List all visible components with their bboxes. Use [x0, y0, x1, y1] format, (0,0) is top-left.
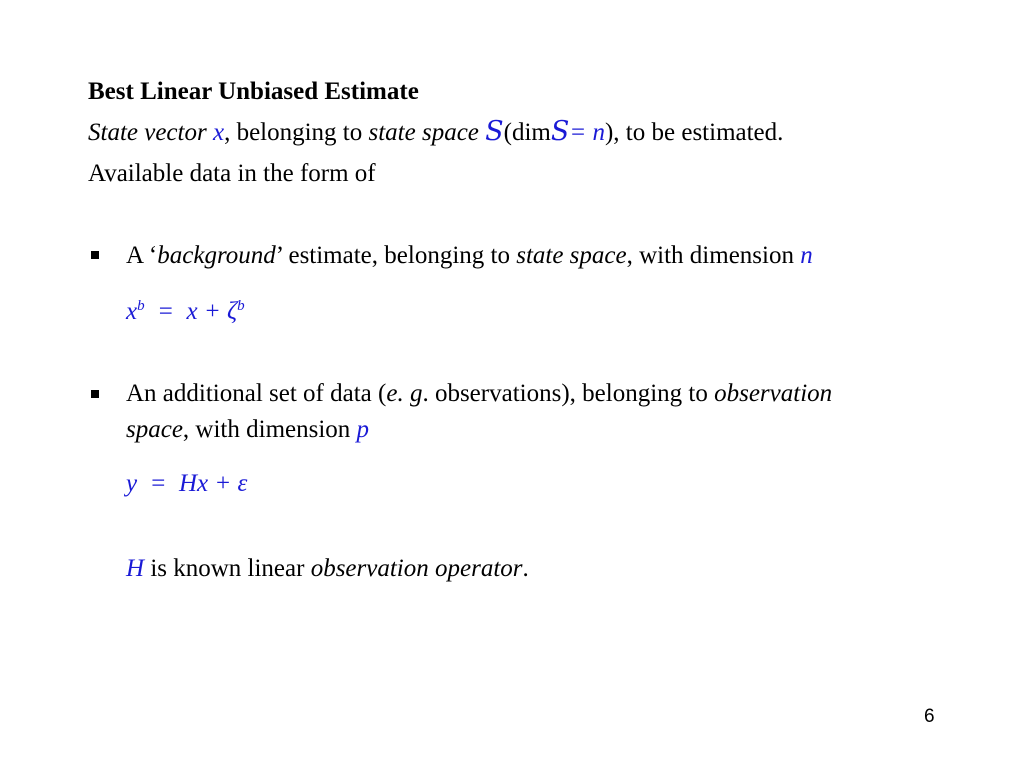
bullet2-c: , with dimension [182, 416, 357, 443]
bullet2-a: An additional set of data ( [126, 380, 387, 407]
space-term: space [126, 416, 183, 443]
observation-term: observation [714, 380, 833, 407]
eq1-rhs-sup: b [237, 298, 245, 314]
state-space-term: state space [516, 242, 627, 269]
belonging-text: , belonging to [224, 119, 369, 146]
eq1-lhs: x [126, 298, 138, 325]
bullet-observations [126, 378, 832, 410]
observation-operator-term: observation operator [310, 555, 523, 582]
state-space-label: state space [368, 119, 479, 146]
var-p: p [356, 416, 370, 443]
available-data-line: Available data in the form of [88, 160, 376, 187]
eq-n: = n [569, 119, 605, 146]
eq1-lhs-sup: b [137, 298, 145, 314]
var-n: n [800, 242, 813, 269]
bullet1-a: A ‘ [126, 242, 158, 269]
bullet1-c: , with dimension [626, 242, 801, 269]
intro-line [88, 116, 783, 149]
eq1-mid: = x + ζ [144, 298, 238, 325]
background-term: background [157, 242, 276, 269]
var-H: H [126, 555, 145, 582]
eg-term: e. g [386, 380, 423, 407]
var-x: x [212, 119, 225, 146]
bullet1-b: ’ estimate, belonging to [275, 242, 517, 269]
bullet-square-icon [91, 251, 99, 259]
var-S: S [485, 116, 504, 147]
state-vector-label: State vector [88, 119, 213, 146]
hnote-end: . [522, 555, 529, 582]
observation-operator-note [126, 553, 529, 585]
equation-background [126, 296, 245, 328]
bullet-square-icon [91, 390, 99, 398]
dim-open: (dim [503, 119, 551, 146]
intro-rest: ), to be estimated. [604, 119, 784, 146]
bullet-observations-cont [126, 414, 369, 446]
page-number: 6 [924, 706, 935, 727]
var-S-dim: S [550, 116, 570, 147]
slide-title: Best Linear Unbiased Estimate [88, 78, 419, 105]
bullet2-b: . observations), belonging to [422, 380, 715, 407]
equation-observation: y = Hx + ε [126, 470, 248, 497]
hnote-text: is known linear [144, 555, 311, 582]
bullet-background [126, 240, 813, 272]
